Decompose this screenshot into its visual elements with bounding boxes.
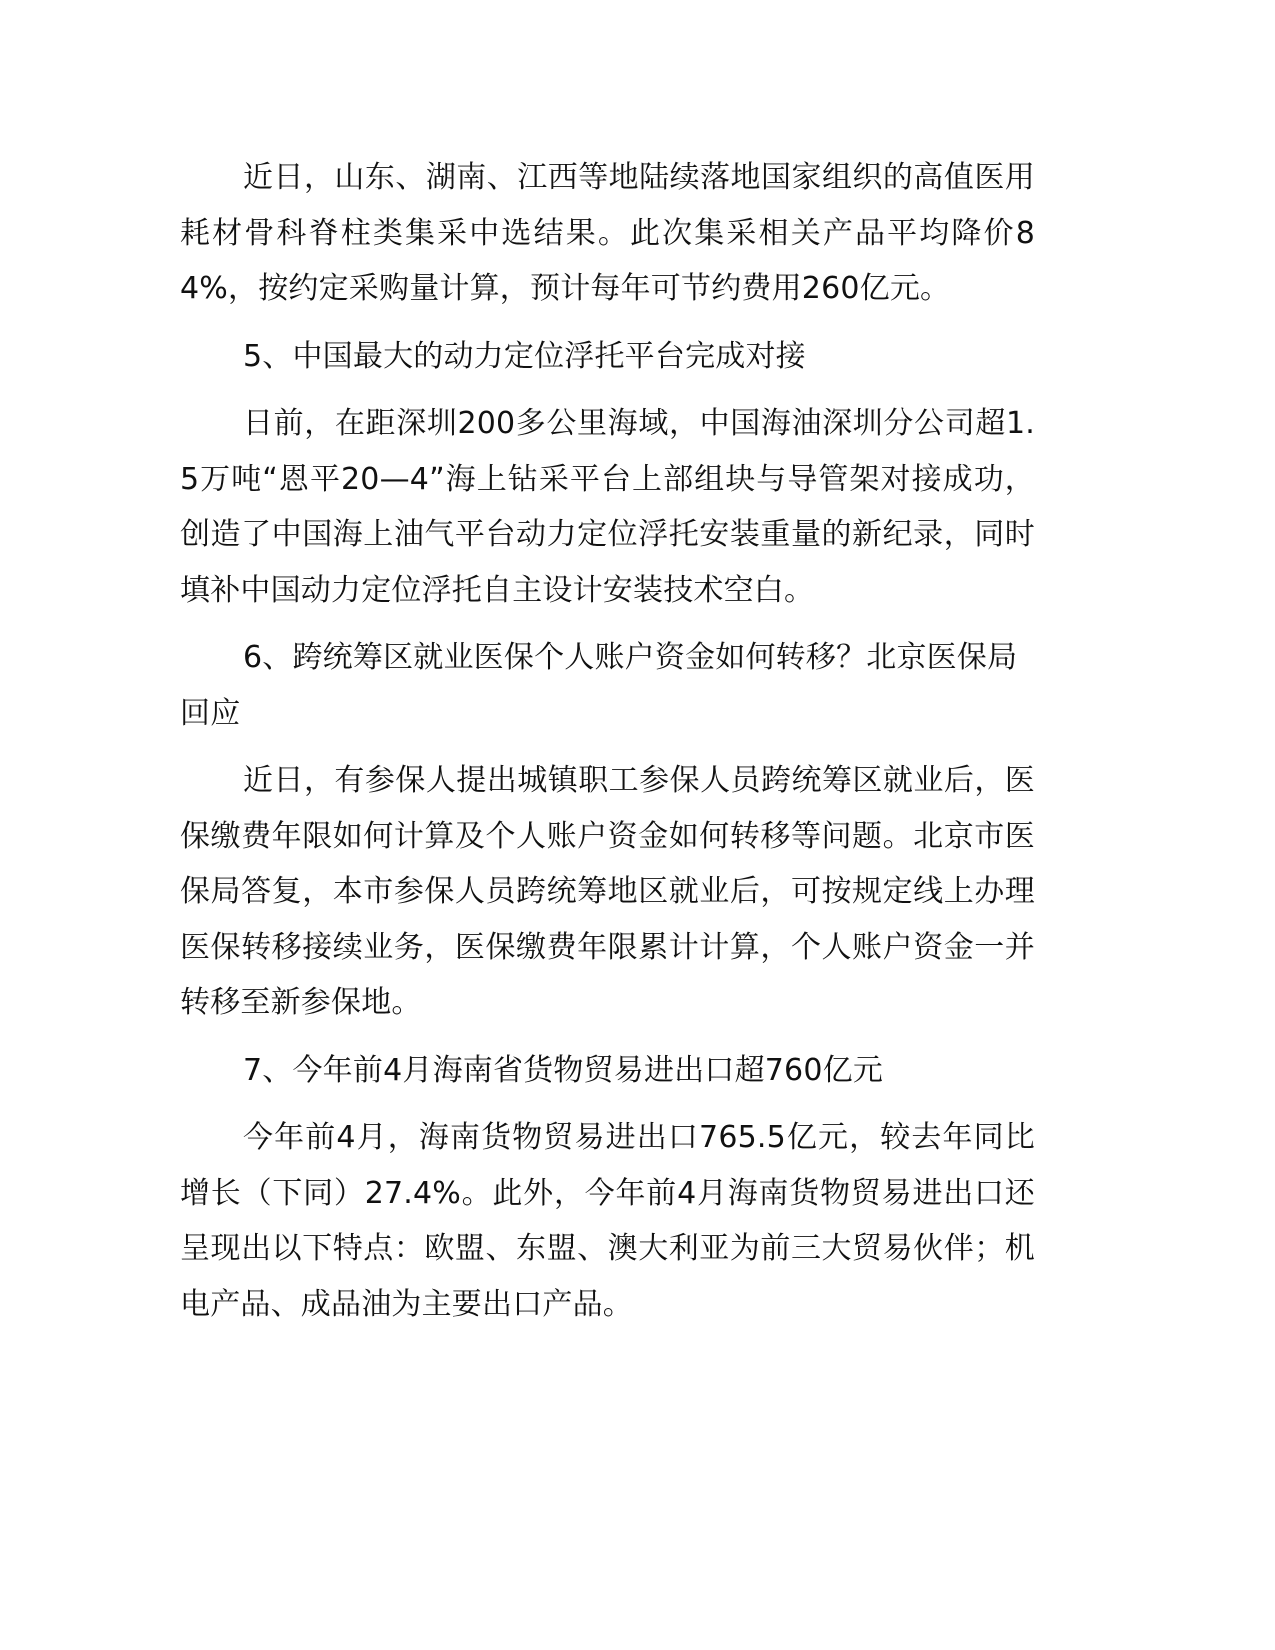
paragraph-medical-procurement: 近日，山东、湖南、江西等地陆续落地国家组织的高值医用耗材骨科脊柱类集采中选结果。此次集采相关产品平均降价84%，按约定采购量计算，预计每年可节约费用260亿元。	[180, 160, 1035, 306]
paragraph-medical-insurance-transfer: 近日，有参保人提出城镇职工参保人员跨统筹区就业后，医保缴费年限如何计算及个人账户资金如何转移等问题。北京市医保局答复，本市参保人员跨统筹地区就业后，可按规定线上办理医保转移接续业务，医保缴费年限累计计算，个人账户资金一并转移至新参保地。	[180, 763, 1035, 1020]
paragraph-hainan-trade: 今年前4月，海南货物贸易进出口765.5亿元，较去年同比增长（下同）27.4%。此外，今年前4月海南货物贸易进出口还呈现出以下特点：欧盟、东盟、澳大利亚为前三大贸易伙伴；机电产品、成品油为主要出口产品。	[180, 1120, 1035, 1322]
document-body	[180, 150, 1035, 1344]
heading-item-5: 5、中国最大的动力定位浮托平台完成对接	[243, 338, 806, 374]
paragraph-floatover-platform: 日前，在距深圳200多公里海域，中国海油深圳分公司超1.5万吨“恩平20—4”海上钻采平台上部组块与导管架对接成功，创造了中国海上油气平台动力定位浮托安装重量的新纪录，同时填补中国动力定位浮托自主设计安装技术空白。	[180, 406, 1035, 608]
heading-item-6: 6、跨统筹区就业医保个人账户资金如何转移？北京医保局回应	[180, 640, 1018, 731]
heading-item-7: 7、今年前4月海南省货物贸易进出口超760亿元	[243, 1052, 884, 1088]
